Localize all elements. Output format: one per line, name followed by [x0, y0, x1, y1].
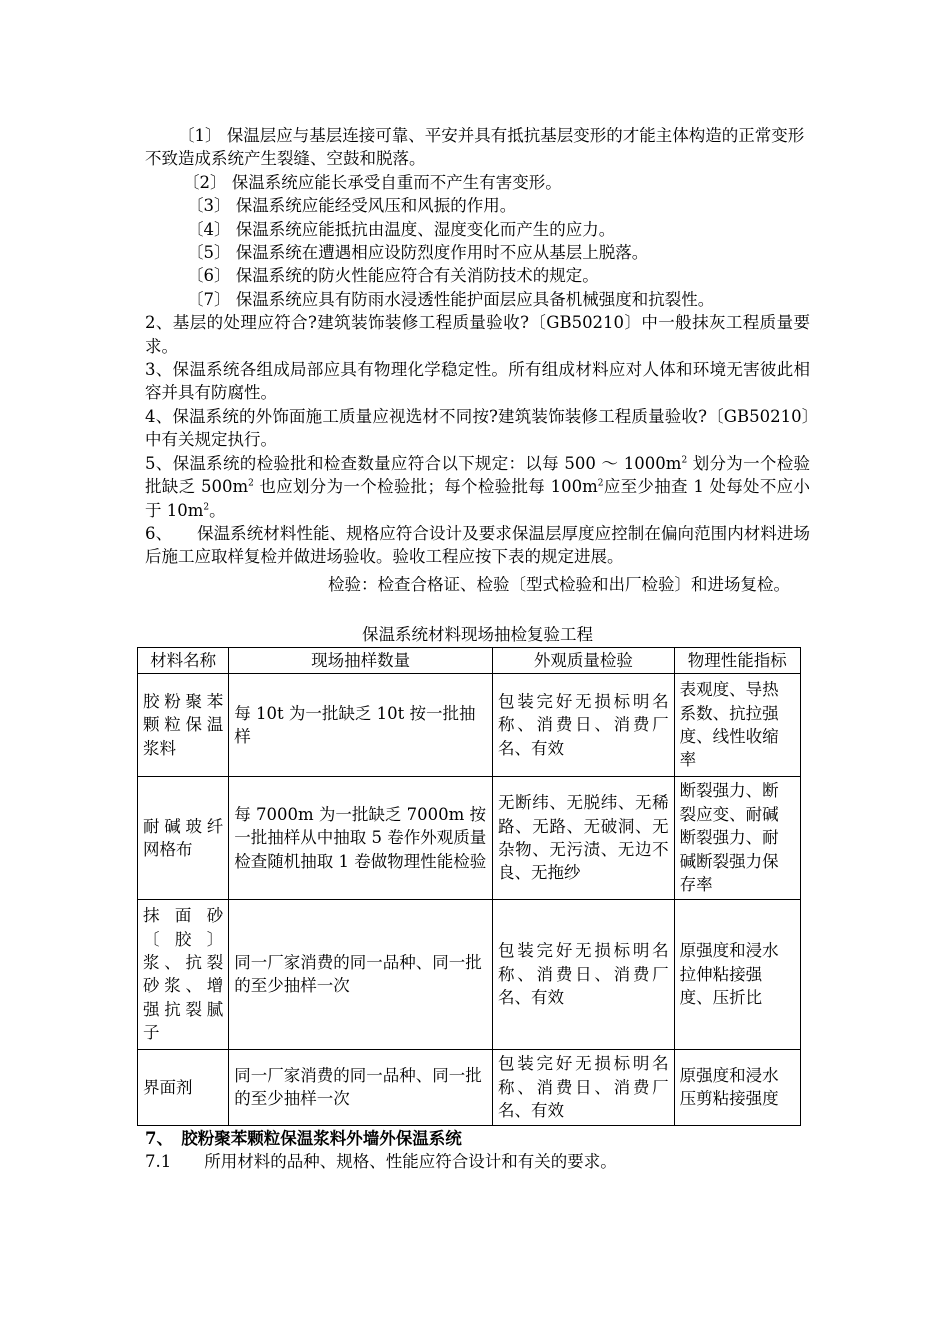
table-row — [138, 673, 801, 776]
section-7-heading: 7、 胶粉聚苯颗粒保温浆料外墙外保温系统 — [145, 1128, 462, 1148]
item-5-part-c: 也应划分为一个检验批；每个检验批每 100m — [253, 477, 598, 497]
paragraph-7: 〔7〕 保温系统应具有防雨水浸透性能护面层应具备机械强度和抗裂性。 — [187, 289, 715, 309]
paragraph-5: 〔5〕 保温系统在遭遇相应设防烈度作用时不应从基层上脱落。 — [187, 243, 649, 263]
cell-material: 胶粉聚苯颗粒保温浆料 — [138, 673, 229, 776]
item-2: 2、基层的处理应符合?建筑装饰装修工程质量验收?〔GB50210〕中一般抹灰工程质量要求。 — [145, 313, 810, 356]
cell-appearance: 包装完好无损标明名称、消费日、消费厂名、有效 — [493, 1049, 675, 1125]
cell-appearance: 包装完好无损标明名称、消费日、消费厂名、有效 — [493, 899, 675, 1049]
paragraph-3: 〔3〕 保温系统应能经受风压和风振的作用。 — [187, 196, 517, 216]
superscript-2: 2 — [248, 478, 254, 489]
header-appearance-check: 外观质量检验 — [493, 647, 675, 673]
paragraph-4: 〔4〕 保温系统应能抵抗由温度、湿度变化而产生的应力。 — [187, 219, 616, 239]
cell-physical: 断裂强力、断裂应变、耐碱断裂强力、耐碱断裂强力保存率 — [674, 776, 800, 899]
paragraph-6: 〔6〕 保温系统的防火性能应符合有关消防技术的规定。 — [187, 266, 599, 286]
materials-inspection-table — [137, 647, 801, 1126]
cell-sample: 每 10t 为一批缺乏 10t 按一批抽样 — [229, 673, 493, 776]
header-physical-index: 物理性能指标 — [674, 647, 800, 673]
inspection-note: 检验：检查合格证、检验〔型式检验和出厂检验〕和进场复检。 — [328, 574, 790, 594]
document-page — [145, 124, 810, 1174]
cell-appearance: 包装完好无损标明名称、消费日、消费厂名、有效 — [493, 673, 675, 776]
cell-material: 抹面砂〔胶〕浆、抗裂砂浆、增强抗裂腻子 — [138, 899, 229, 1049]
item-3: 3、保温系统各组成局部应具有物理化学稳定性。所有组成材料应对人体和环境无害彼此相容并具有防腐性。 — [145, 360, 810, 403]
superscript-2: 2 — [681, 455, 688, 466]
paragraph-1: 〔1〕 保温层应与基层连接可靠、平安并具有抵抗基层变形的才能主体构造的正常变形不致造成系统产生裂缝、空鼓和脱落。 — [145, 126, 805, 169]
item-4: 4、保温系统的外饰面施工质量应视选材不同按?建筑装饰装修工程质量验收?〔GB50210〕中有关规定执行。 — [145, 406, 810, 450]
cell-physical: 原强度和浸水拉伸粘接强度、压折比 — [674, 899, 800, 1049]
paragraph-2: 〔2〕 保温系统应能长承受自重而不产生有害变形。 — [183, 172, 562, 192]
superscript-2: 2 — [597, 478, 604, 489]
header-material-name: 材料名称 — [138, 647, 229, 673]
item-5-part-d: 应至少抽查 1 处每处不应小于 10m — [145, 477, 810, 520]
table-row — [138, 899, 801, 1049]
cell-material: 耐碱玻纤网格布 — [138, 776, 229, 899]
item-5-part-b: 划分为一个检验批缺乏 500m — [145, 453, 810, 497]
cell-sample: 同一厂家消费的同一品种、同一批的至少抽样一次 — [229, 899, 493, 1049]
table-header-row — [138, 647, 801, 673]
item-6: 6、 保温系统材料性能、规格应符合设计及要求保温层厚度应控制在偏向范围内材料进场后施工应取样复检并做进场验收。验收工程应按下表的规定进展。 — [145, 523, 810, 567]
item-5 — [145, 452, 810, 522]
table-title: 保温系统材料现场抽检复验工程 — [362, 625, 593, 645]
cell-appearance: 无断纬、无脱纬、无稀路、无路、无破洞、无杂物、无污渍、无边不良、无拖纱 — [493, 776, 675, 899]
cell-material: 界面剂 — [138, 1049, 229, 1125]
item-5-part-e: 。 — [209, 500, 226, 520]
superscript-2: 2 — [203, 502, 210, 512]
table-row — [138, 1049, 801, 1125]
cell-physical: 原强度和浸水压剪粘接强度 — [674, 1049, 800, 1125]
item-5-part-a: 5、保温系统的检验批和检查数量应符合以下规定：以每 500 ～ 1000m — [145, 453, 682, 473]
section-7-1: 7.1 所用材料的品种、规格、性能应符合设计和有关的要求。 — [145, 1152, 617, 1172]
cell-sample: 同一厂家消费的同一品种、同一批的至少抽样一次 — [229, 1049, 493, 1125]
cell-physical: 表观度、导热系数、抗拉强度、线性收缩率 — [674, 673, 800, 776]
cell-sample: 每 7000m 为一批缺乏 7000m 按一批抽样从中抽取 5 卷作外观质量检查随机抽取 1 卷做物理性能检验 — [229, 776, 493, 899]
table-row — [138, 776, 801, 899]
header-sample-quantity: 现场抽样数量 — [229, 647, 493, 673]
